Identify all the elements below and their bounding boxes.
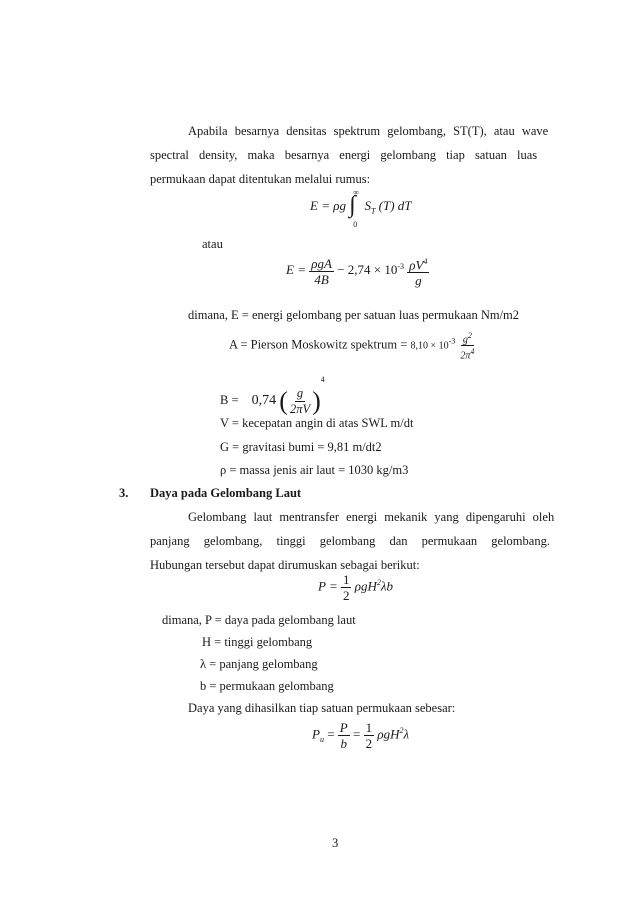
eq4-f2-den: 2 xyxy=(365,736,373,751)
eq2-f2-num-text: ρV xyxy=(409,257,424,273)
paragraph-1-line-2: spectral density, maka besarnya energi gelombang tiap satuan luas xyxy=(150,148,538,162)
section-3-number: 3. xyxy=(119,486,129,500)
definition-a-den-text: 2π xyxy=(460,350,471,362)
eq2-f2-num-exp: 4 xyxy=(423,257,428,266)
eq3-exp: 2 xyxy=(376,578,381,588)
eq3-rest: ρgH xyxy=(354,578,377,594)
eq2-f1-numerator: ρgA xyxy=(311,255,332,271)
integral-sign xyxy=(349,188,361,229)
eq4-exp: 2 xyxy=(399,726,404,736)
integral-lower-limit: 0 xyxy=(353,220,358,229)
power-equation xyxy=(318,572,393,603)
definition-a xyxy=(229,330,476,362)
integral-symbol: ∫ xyxy=(349,192,356,218)
section-3-line-1: Gelombang laut mentransfer energi mekanik yang dipengaruhi oleh xyxy=(188,510,555,524)
eq4-lhs: P xyxy=(312,726,320,742)
atau-text: atau xyxy=(202,237,223,251)
eq3-tail: λb xyxy=(380,578,394,594)
definition-a-num xyxy=(461,330,474,346)
definition-e: dimana, E = energi gelombang per satuan luas permukaan Nm/m2 xyxy=(188,308,520,322)
power-per-surface-intro: Daya yang dihasilkan tiap satuan permukaan sebesar: xyxy=(188,701,456,715)
section-3-line-3: Hubungan tersebut dapat dirumuskan sebagai berikut: xyxy=(150,558,420,572)
eq1-subscript: T xyxy=(370,206,376,216)
eq4-f2-num: 1 xyxy=(365,720,373,735)
paragraph-1-line-3: permukaan dapat ditentukan melalui rumus: xyxy=(150,172,371,186)
eq4-equals-1: = xyxy=(327,726,335,742)
eq2-exponent: -3 xyxy=(397,261,405,271)
definition-a-exp: -3 xyxy=(448,336,456,346)
definition-b-exp: 4 xyxy=(320,375,325,384)
definition-b-surface: b = permukaan gelombang xyxy=(200,679,334,693)
definition-a-den xyxy=(458,346,476,361)
definition-lambda: λ = panjang gelombang xyxy=(200,657,318,671)
eq1-integrand: S xyxy=(364,197,371,213)
definition-p: dimana, P = daya pada gelombang laut xyxy=(162,613,356,627)
definition-b-label: B = xyxy=(220,393,239,407)
energy-approx-equation xyxy=(286,254,429,288)
p1-line1-text: Apabila besarnya densitas spektrum gelombang, ST(T), atau wave xyxy=(188,124,549,138)
paragraph-1-line-1 xyxy=(188,124,548,139)
definition-b-lparen: ( xyxy=(279,386,288,416)
definition-a-fraction xyxy=(458,330,476,362)
eq2-f2-numerator xyxy=(407,254,429,273)
eq2-fraction-2 xyxy=(407,254,429,288)
definition-a-label: A = Pierson Moskowitz spektrum = xyxy=(229,337,408,352)
page-number: 3 xyxy=(332,836,339,850)
eq4-f1-num: P xyxy=(339,720,348,735)
definition-g: G = gravitasi bumi = 9,81 m/dt2 xyxy=(220,440,382,454)
definition-rho: ρ = massa jenis air laut = 1030 kg/m3 xyxy=(220,463,409,477)
eq2-fraction-1 xyxy=(309,256,334,287)
definition-v: V = kecepatan angin di atas SWL m/dt xyxy=(220,416,414,430)
eq2-f1-denominator: 4B xyxy=(314,271,329,287)
definition-h: H = tinggi gelombang xyxy=(202,635,313,649)
eq1-rho-g: ρg xyxy=(333,197,346,213)
integral-upper-limit: ∞ xyxy=(353,188,359,197)
eq3-num: 1 xyxy=(342,572,350,587)
eq1-lhs: E = xyxy=(310,197,330,213)
eq3-den: 2 xyxy=(342,588,350,603)
section-3-line-2: panjang gelombang, tinggi gelombang dan permukaan gelombang. xyxy=(150,534,550,548)
definition-b xyxy=(220,372,325,417)
definition-a-value: 8,10 × 10 xyxy=(410,340,449,352)
definition-a-den-exp: 4 xyxy=(470,347,475,357)
eq2-f2-denominator: g xyxy=(415,273,422,289)
eq4-rest: ρgH xyxy=(377,726,400,742)
energy-integral-equation xyxy=(310,188,412,229)
eq4-equals-2: = xyxy=(353,726,361,742)
eq2-minus: − xyxy=(337,262,345,278)
eq3-fraction xyxy=(341,572,352,603)
eq4-sub: u xyxy=(319,735,324,745)
section-3-title: Daya pada Gelombang Laut xyxy=(150,486,302,500)
definition-b-rparen: ) xyxy=(312,386,321,416)
eq2-mid: 2,74 × 10 xyxy=(347,262,398,278)
power-per-unit-equation xyxy=(312,720,409,751)
definition-b-value: 0,74 xyxy=(251,393,277,408)
eq1-rest: (T) dT xyxy=(378,197,412,213)
definition-b-den: 2πV xyxy=(289,401,311,416)
eq4-fraction-2 xyxy=(364,720,375,751)
eq2-lhs: E = xyxy=(286,262,306,278)
eq4-tail: λ xyxy=(403,726,410,742)
definition-a-num-exp: 2 xyxy=(467,331,472,340)
definition-a-num-text: g xyxy=(462,334,468,346)
definition-b-fraction xyxy=(288,386,312,417)
definition-b-num: g xyxy=(296,385,304,400)
eq4-fraction-1 xyxy=(338,720,350,751)
eq4-f1-den: b xyxy=(340,736,348,751)
eq3-lhs: P = xyxy=(318,578,338,594)
